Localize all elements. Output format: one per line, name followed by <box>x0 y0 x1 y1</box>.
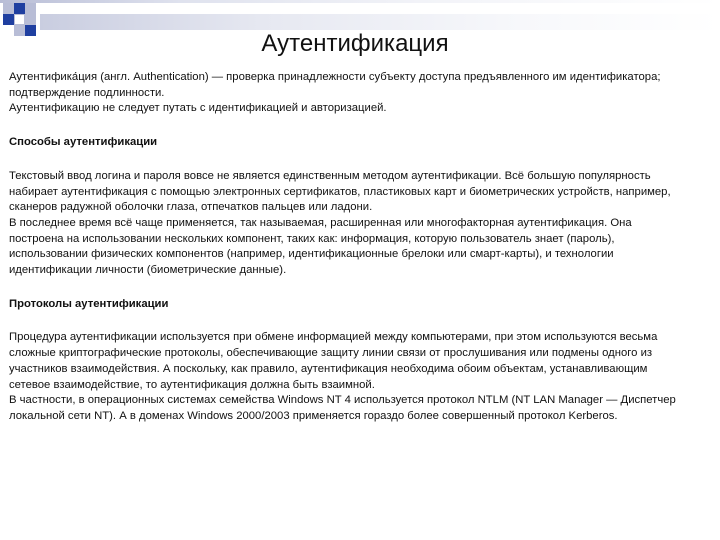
slide-title: Аутентификация <box>261 30 449 57</box>
slide-body <box>9 70 689 425</box>
decor-square <box>25 14 36 25</box>
protocols-paragraph-2: В частности, в операционных системах семейства Windows NT 4 используется протокол NTLM (NT LAN Manager — Диспетчер локальной сети NT). А в доменах Windows 2000/2003 применяется гораздо более совершенный протокол Kerberos. <box>9 394 676 422</box>
decor-square <box>14 14 25 25</box>
decor-square <box>14 3 25 14</box>
protocols-paragraph-1: Процедура аутентификации используется при обмене информацией между компьютерами, при этом используются весьма сложные криптографические протоколы, обеспечивающие защиту линии связи от прослушивания или подмены одного из участников взаимодействия. А поскольку, как правило, аутентификация необходима обоим объектам, устанавливающим сетевое взаимодействие, то аутентификация должна быть взаимной. <box>9 331 658 391</box>
decor-square <box>3 3 14 14</box>
methods-heading: Способы аутентификации <box>9 136 158 149</box>
intro-note: Аутентификацию не следует путать с идентификацией и авторизацией. <box>9 102 387 115</box>
header-gradient-bar <box>40 14 720 30</box>
methods-paragraph-2: В последнее время всё чаще применяется, так называемая, расширенная или многофакторная аутентификация. Она построена на использовании нескольких компонент, таких как: информация, которую пользователь знает (пароль), использовании физических компонентов (например, идентификационные брелоки или смарт-карты), и технологии идентификации личности (биометрические данные). <box>9 216 632 277</box>
decor-square <box>3 14 14 25</box>
decor-square <box>25 3 36 14</box>
header-top-line <box>0 0 720 3</box>
methods-paragraph-1: Текстовый ввод логина и пароля вовсе не является единственным методом аутентификации. Всё большую популярность набирает аутентификация с помощью электронных сертификатов, пластиковых карт и биометрических устройств, например, сканеров радужной оболочки глаза, отпечатков пальцев или ладони. <box>9 169 671 214</box>
protocols-heading: Протоколы аутентификации <box>9 297 169 310</box>
intro-paragraph: Аутентифика́ция (англ. Authentication) — проверка принадлежности субъекту доступа предъявленного им идентификатора; подтверждение подлинности. <box>9 71 661 99</box>
